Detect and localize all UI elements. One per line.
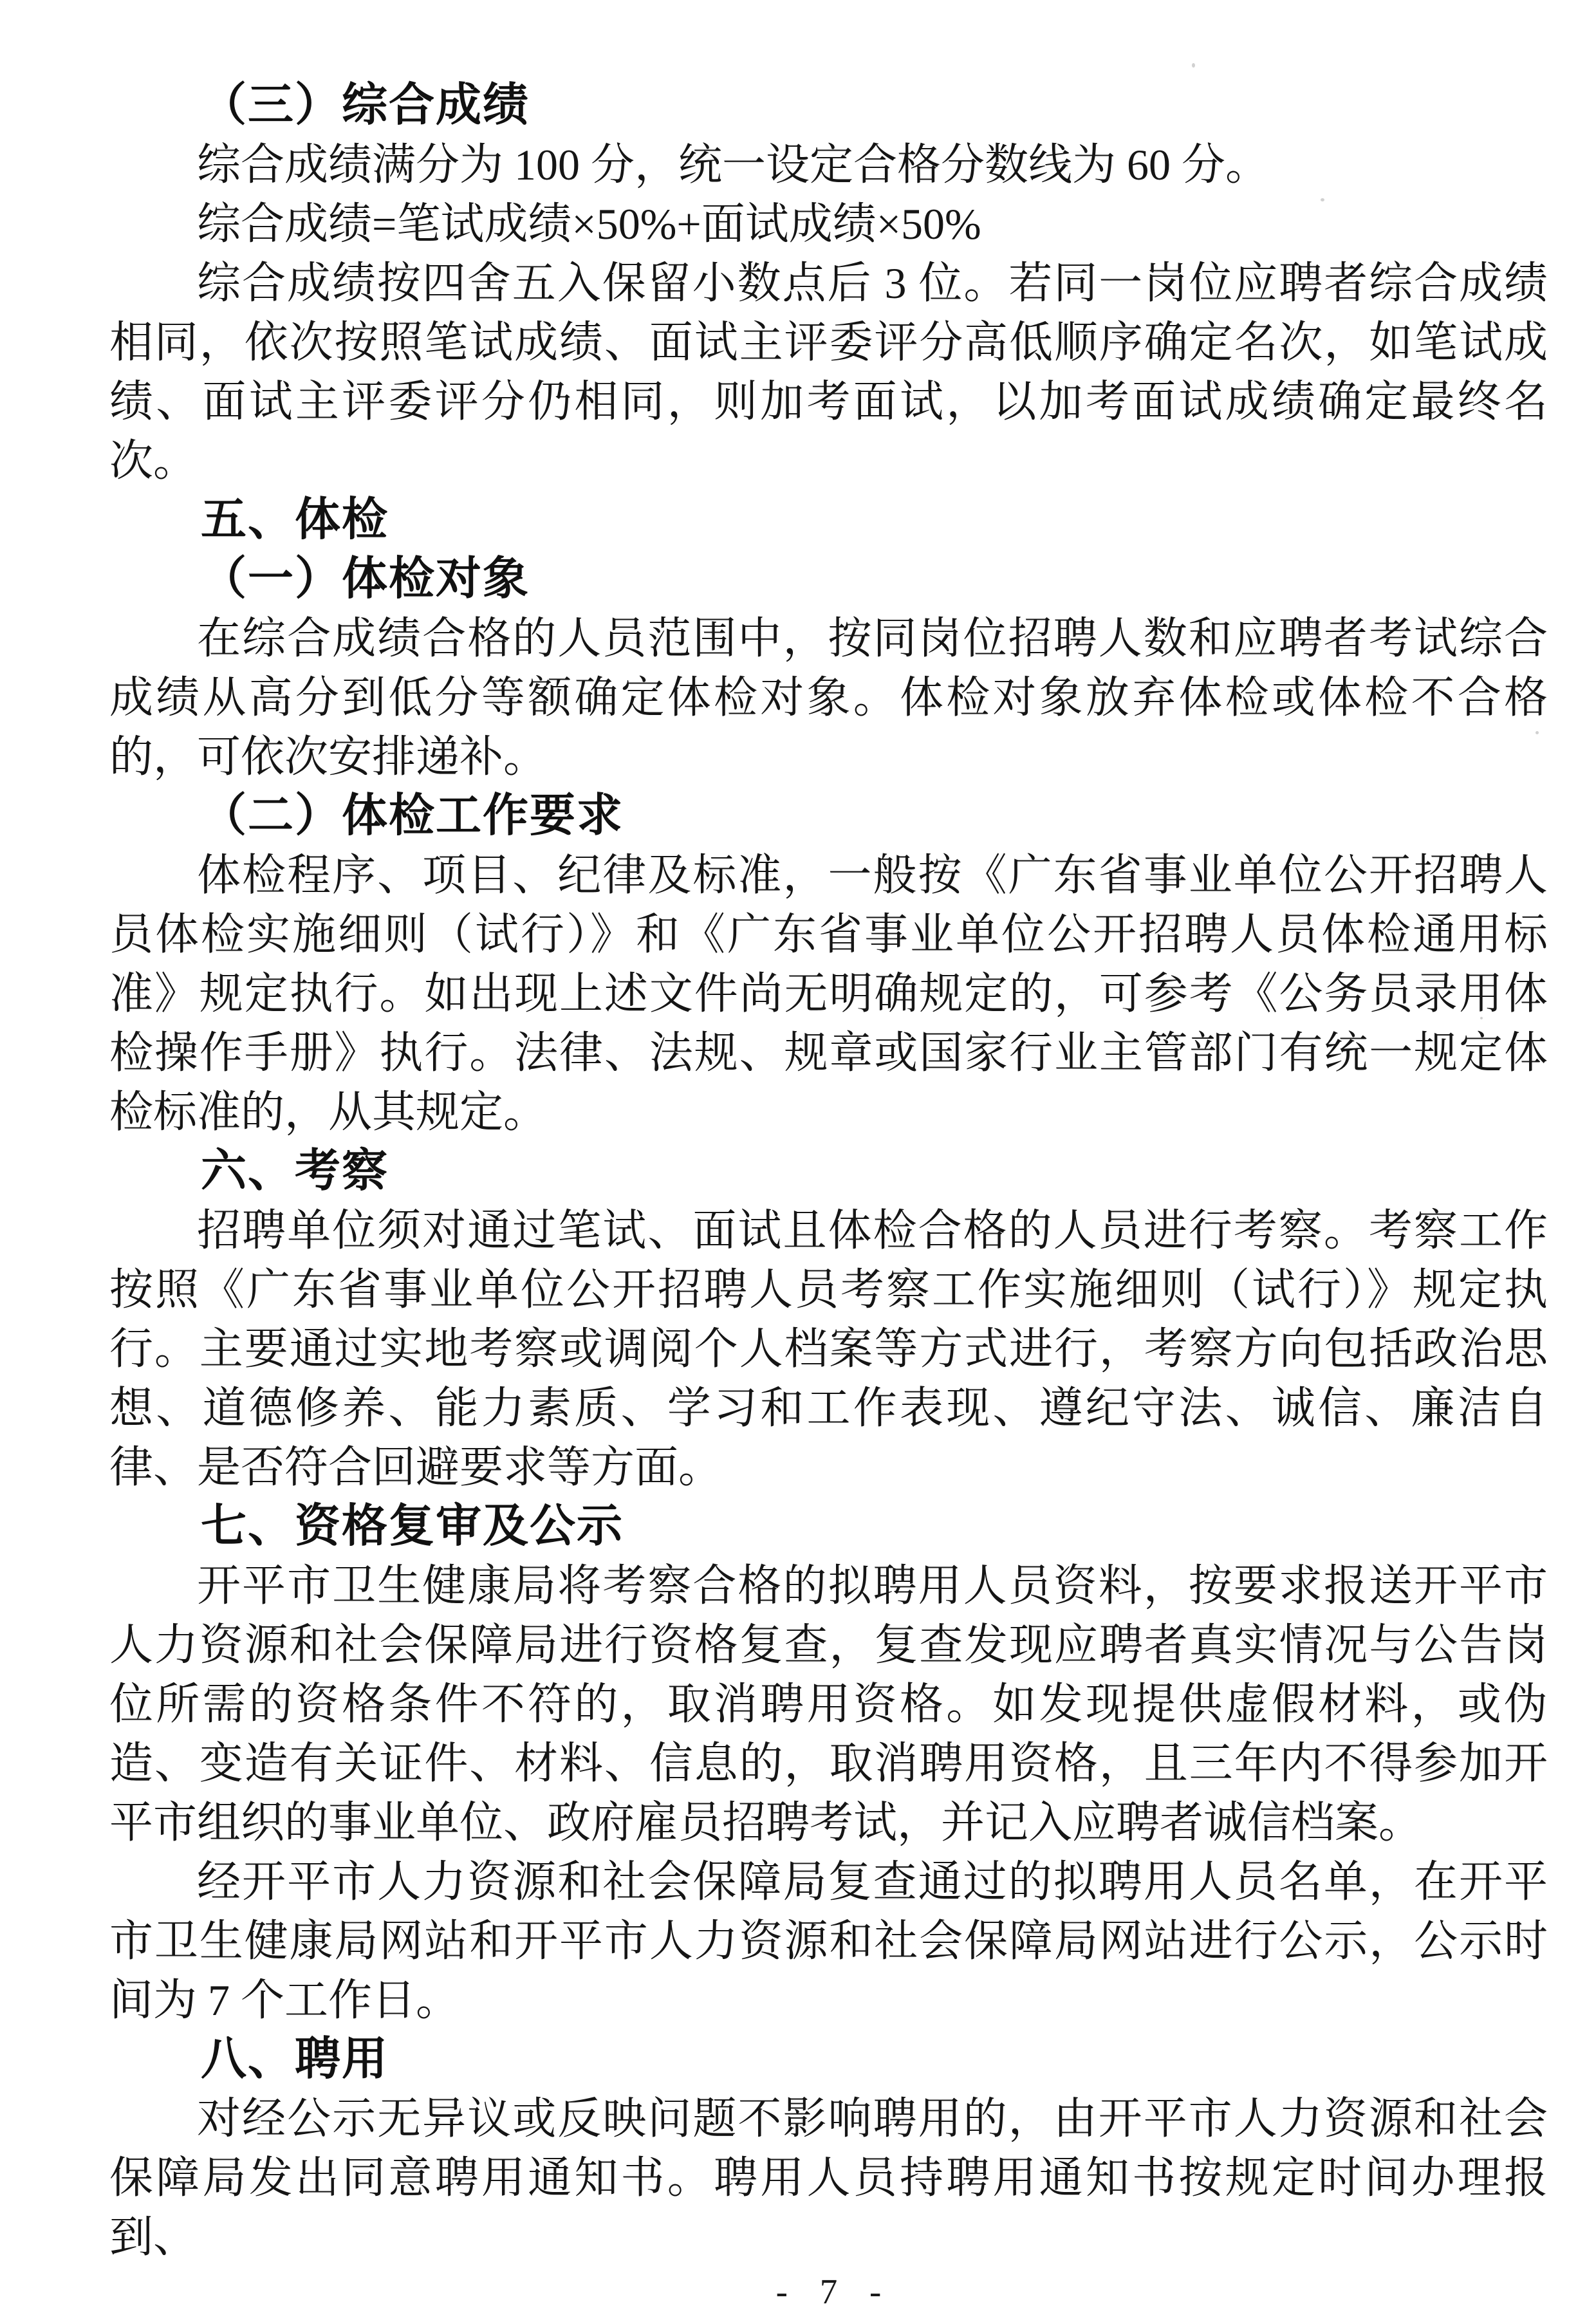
paragraph: 在综合成绩合格的人员范围中，按同岗位招聘人数和应聘者考试综合成绩从高分到低分等额确定体检对象。体检对象放弃体检或体检不合格的，可依次安排递补。 — [109, 614, 1548, 781]
paragraph: 体检程序、项目、纪律及标准，一般按《广东省事业单位公开招聘人员体检实施细则（试行）》和《广东省事业单位公开招聘人员体检通用标准》规定执行。如出现上述文件尚无明确规定的，可参考《公务员录用体检操作手册》执行。法律、法规、规章或国家行业主管部门有统一规定体检标准的，从其规定。 — [109, 851, 1548, 1137]
scan-speck — [1321, 198, 1324, 201]
section-heading: 七、资格复审及公示 — [201, 1501, 624, 1552]
sub-section-heading: （一）体检对象 — [201, 553, 530, 604]
sub-section-heading: （三）综合成绩 — [201, 80, 530, 131]
paragraph: 综合成绩满分为 100 分，统一设定合格分数线为 60 分。 — [197, 140, 1270, 189]
section-heading: 五、体检 — [201, 494, 389, 545]
paragraph: 招聘单位须对通过笔试、面试且体检合格的人员进行考察。考察工作按照《广东省事业单位公开招聘人员考察工作实施细则（试行）》规定执行。主要通过实地考察或调阅个人档案等方式进行，考察方向包括政治思想、道德修养、能力素质、学习和工作表现、遵纪守法、诚信、廉洁自律、是否符合回避要求等方面。 — [109, 1206, 1548, 1492]
scan-speck — [1192, 63, 1195, 68]
paragraph: 对经公示无异议或反映问题不影响聘用的，由开平市人力资源和社会保障局发出同意聘用通知书。聘用人员持聘用通知书按规定时间办理报到、 — [109, 2094, 1548, 2262]
paragraph: 经开平市人力资源和社会保障局复查通过的拟聘用人员名单，在开平市卫生健康局网站和开平市人力资源和社会保障局网站进行公示，公示时间为 7 个工作日。 — [109, 1857, 1548, 2025]
section-heading: 六、考察 — [201, 1146, 389, 1196]
sub-section-heading: （二）体检工作要求 — [201, 790, 624, 841]
paragraph-formula: 综合成绩=笔试成绩×50%+面试成绩×50% — [197, 200, 981, 248]
paragraph: 综合成绩按四舍五入保留小数点后 3 位。若同一岗位应聘者综合成绩相同，依次按照笔试成绩、面试主评委评分高低顺序确定名次，如笔试成绩、面试主评委评分仍相同，则加考面试，以加考面试成绩确定最终名次。 — [109, 259, 1548, 485]
page-number: - 7 - — [775, 2272, 893, 2311]
scan-speck — [1536, 731, 1539, 734]
paragraph: 开平市卫生健康局将考察合格的拟聘用人员资料，按要求报送开平市人力资源和社会保障局进行资格复查，复查发现应聘者真实情况与公告岗位所需的资格条件不符的，取消聘用资格。如发现提供虚假材料，或伪造、变造有关证件、材料、信息的，取消聘用资格，且三年内不得参加开平市组织的事业单位、政府雇员招聘考试，并记入应聘者诚信档案。 — [109, 1561, 1548, 1847]
document-body — [109, 76, 1548, 2267]
section-heading: 八、聘用 — [201, 2034, 389, 2085]
page-footer — [109, 2271, 1548, 2313]
scan-speck — [1480, 1017, 1483, 1019]
